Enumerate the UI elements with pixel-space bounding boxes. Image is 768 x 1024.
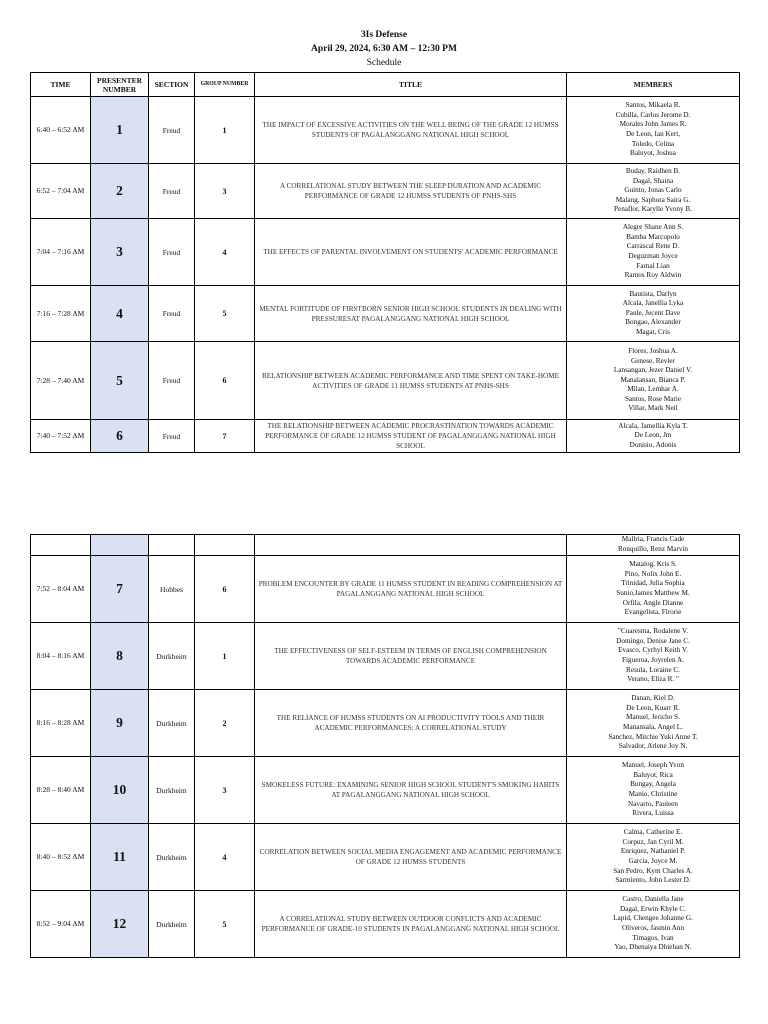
member-name: Lapid, Chengee Johanne G.	[613, 914, 693, 923]
document-subtitle: Schedule	[366, 58, 402, 68]
member-name: Resula, Loraine C.	[626, 665, 680, 674]
table-row	[31, 824, 740, 891]
section-cell: Durkheim	[149, 824, 195, 891]
group-number-cell: 3	[195, 757, 255, 824]
column-header-members: MEMBERS	[567, 73, 740, 97]
title-cell	[255, 535, 567, 556]
member-name: Alegre Shane Ann S.	[622, 223, 684, 232]
member-name: Castro, Daniella Jane	[622, 895, 684, 904]
table-row	[31, 286, 740, 342]
section-cell: Durkheim	[149, 757, 195, 824]
title-cell: THE IMPACT OF EXCESSIVE ACTIVITIES ON THE WELL BEING OF THE GRADE 12 HUMSS STUDENTS OF PAGALANGGANG NATIONAL HIGH SCHOOL	[255, 97, 567, 164]
section-cell: Hobbes	[149, 556, 195, 623]
time-cell: 8:16 – 8:28 AM	[31, 690, 91, 757]
member-name: Evasco, Cyrhyl Keith V.	[618, 646, 688, 655]
member-name: Santos, Rose Marie	[624, 394, 682, 403]
member-name: Evangelista, Flrorie	[624, 608, 682, 617]
member-name: Salvador, Arlene Joy N.	[618, 742, 688, 751]
members-cell	[567, 97, 740, 164]
member-name: Guinto, Jonas Carlo	[624, 186, 682, 195]
members-cell	[567, 757, 740, 824]
members-cell	[567, 891, 740, 958]
presenter-number-cell: 10	[91, 757, 149, 824]
members-cell	[567, 164, 740, 219]
member-name: Milan, Lemhar A.	[627, 385, 679, 394]
group-number-cell: 1	[195, 97, 255, 164]
member-name: Alcala, Janellia Lyka	[622, 299, 684, 308]
title-cell: SMOKELESS FUTURE: EXAMINING SENIOR HIGH SCHOOL STUDENT'S SMOKING HABITS AT PAGALANGGANG NATIONAL HIGH SCHOOL	[255, 757, 567, 824]
members-cell	[567, 824, 740, 891]
group-number-cell	[195, 535, 255, 556]
time-cell: 7:16 – 7:28 AM	[31, 286, 91, 342]
presenter-number-cell: 3	[91, 219, 149, 286]
section-cell: Freud	[149, 286, 195, 342]
member-name: De Leon, Ian Kert,	[625, 130, 681, 138]
time-cell: 6:40 – 6:52 AM	[31, 97, 91, 164]
table-row	[31, 556, 740, 623]
members-cell	[567, 219, 740, 286]
member-name: Manuel, Joseph Yvon	[622, 761, 684, 770]
group-number-cell: 6	[195, 342, 255, 420]
member-name: Corpuz, Jan Cyril M.	[622, 837, 684, 846]
member-name: Sanchez, Mitchie Yuki Anne T.	[608, 732, 698, 741]
member-name: De Leon, Kuarr R.	[626, 703, 680, 712]
member-name: Verano, Eliza R. "	[627, 675, 679, 684]
title-cell: PROBLEM ENCOUNTER BY GRADE 11 HUMSS STUDENT IN READING COMPREHENSION AT PAGALANGGANG NATIONAL HIGH SCHOOL	[255, 556, 567, 623]
table-row	[31, 164, 740, 219]
title-cell: THE RELATIONSHIP BETWEEN ACADEMIC PROCRASTINATION TOWARDS ACADEMIC PERFORMANCE OF GRADE 12 HUMSS STUDENT OF PAGALANGGANG NATIONAL HIGH SCHOOL	[255, 420, 567, 453]
time-cell: 8:52 – 9:04 AM	[31, 891, 91, 958]
column-header-title: TITLE	[255, 73, 567, 97]
member-name: Baluyot, Joshua	[630, 149, 676, 158]
column-header-section: SECTION	[149, 73, 195, 97]
presenter-number-cell	[91, 535, 149, 556]
member-name: Yao, Dhenaiya Dhiehan N.	[614, 943, 692, 952]
members-cell	[567, 286, 740, 342]
section-cell: Durkheim	[149, 690, 195, 757]
member-name: De Leon, Jm	[634, 431, 672, 440]
title-cell: THE RELIANCE OF HUMSS STUDENTS ON AI PRODUCTIVITY TOOLS AND THEIR ACADEMIC PERFORMANCES: A CORRELATIONAL STUDY	[255, 690, 567, 757]
member-name: Trinidad, Julia Sophia	[621, 579, 685, 588]
member-name: Donisio, Adonis	[629, 440, 677, 449]
group-number-cell: 5	[195, 891, 255, 958]
section-cell: Durkheim	[149, 891, 195, 958]
member-name: Ronquillo, Renz Marvin	[617, 545, 689, 553]
member-name: Bongao, Alexander	[625, 318, 681, 327]
title-cell: RELATIONSHIP BETWEEN ACADEMIC PERFORMANCE AND TIME SPENT ON TAKE-HOME ACTIVITIES OF GRADE 11 HUMSS STUDENTS AT PNHS-SHS	[255, 342, 567, 420]
member-name: Bamba Marcopolo	[626, 232, 680, 241]
member-name: Danan, Kiel D.	[631, 694, 675, 703]
time-cell: 7:04 – 7:16 AM	[31, 219, 91, 286]
member-name: Manansala, Angel L.	[623, 723, 683, 731]
document-header	[0, 28, 768, 70]
presenter-number-cell: 4	[91, 286, 149, 342]
group-number-cell: 5	[195, 286, 255, 342]
column-header-time: TIME	[31, 73, 91, 97]
table-header-row	[31, 73, 740, 97]
presenter-number-cell: 7	[91, 556, 149, 623]
group-number-cell: 1	[195, 623, 255, 690]
member-name: Malang, Saphora Saira G.	[615, 195, 691, 204]
member-name: Bungay, Angela	[630, 780, 676, 789]
member-name: Rivera, Luissa	[632, 809, 674, 818]
member-name: Manalansan, Bianca P.	[620, 375, 686, 384]
member-name: San Pedro, Kym Charles A.	[613, 866, 693, 875]
time-cell: 8:28 – 8:40 AM	[31, 757, 91, 824]
schedule-table-body	[31, 535, 740, 958]
member-name: Oliveros, Jasmin Ann	[621, 924, 685, 932]
table-row	[31, 342, 740, 420]
members-cell	[567, 420, 740, 453]
section-cell: Freud	[149, 342, 195, 420]
title-cell: A CORRELATIONAL STUDY BETWEEN THE SLEEP DURATION AND ACADEMIC PERFORMANCE OF GRADE 12 HUMSS STUDENTS OF PNHS-SHS	[255, 164, 567, 219]
presenter-number-cell: 9	[91, 690, 149, 757]
member-name: Carrascal Rene D.	[626, 242, 680, 251]
section-cell: Freud	[149, 97, 195, 164]
title-cell: THE EFFECTS OF PARENTAL INVOLVEMENT ON STUDENTS' ACADEMIC PERFORMANCE	[255, 219, 567, 286]
member-name: Dagal, Shaina	[632, 176, 674, 185]
document-date: April 29, 2024, 6:30 AM – 12:30 PM	[311, 44, 457, 54]
time-cell: 7:40 – 7:52 AM	[31, 420, 91, 453]
member-name: Matalog, Kris S.	[629, 560, 677, 569]
section-cell: Freud	[149, 164, 195, 219]
presenter-number-cell: 11	[91, 824, 149, 891]
member-name: Paule, Jecent Dave	[625, 308, 681, 317]
member-name: Baluyot, Rica	[633, 770, 673, 779]
title-cell: A CORRELATIONAL STUDY BETWEEN OUTDOOR CONFLICTS AND ACADEMIC PERFORMANCE OF GRADE-10 STUDENTS IN PAGALANGGANG NATIONAL HIGH SCHOOL	[255, 891, 567, 958]
group-number-cell: 6	[195, 556, 255, 623]
schedule-table-body	[31, 97, 740, 453]
member-name: Cubilla, Carlos Jerome D.	[615, 110, 691, 119]
document-title: 3Is Defense	[360, 30, 408, 40]
member-name: Genese, Revler	[631, 356, 675, 365]
schedule-table-page-1	[30, 72, 740, 453]
time-cell: 6:52 – 7:04 AM	[31, 164, 91, 219]
presenter-number-cell: 5	[91, 342, 149, 420]
member-name: Magat, Cris	[636, 327, 670, 336]
title-cell: THE EFFECTIVENESS OF SELF-ESTEEM IN TERMS OF ENGLISH COMPREHENSION TOWARDS ACADEMIC PERFORMANCE	[255, 623, 567, 690]
section-cell	[149, 535, 195, 556]
member-name: Santos, Mikaela R.	[625, 101, 681, 110]
member-name: Buday, Raidhen B.	[625, 167, 681, 176]
member-name: Bautista, Darlyn	[629, 289, 677, 298]
member-name: Manio, Christine	[628, 790, 678, 798]
member-name: Navarro, Pauleen	[628, 799, 678, 808]
members-cell	[567, 556, 740, 623]
member-name: Sarmiento, John Lester D.	[615, 876, 691, 885]
table-row	[31, 219, 740, 286]
table-row	[31, 891, 740, 958]
schedule-table-page-2	[30, 534, 740, 958]
title-cell: CORRELATION BETWEEN SOCIAL MEDIA ENGAGEMENT AND ACADEMIC PERFORMANCE OF GRADE 12 HUMSS STUDENTS	[255, 824, 567, 891]
member-name: "Cuaresma, Rodalene V.	[617, 627, 689, 636]
member-name: Sunio,James Matthew M.	[616, 589, 690, 597]
member-name: Dagal, Erwin Khyle C.	[619, 904, 687, 913]
member-name: Garcia, Joyce M.	[628, 857, 678, 865]
member-name: Alcala, Jamellia Kyla T.	[618, 421, 688, 430]
group-number-cell: 2	[195, 690, 255, 757]
table-row	[31, 623, 740, 690]
section-cell: Durkheim	[149, 623, 195, 690]
time-cell: 7:28 – 7:40 AM	[31, 342, 91, 420]
group-number-cell: 3	[195, 164, 255, 219]
member-name: Orfila, Angle Dianne	[622, 598, 684, 607]
member-name: Enriquez, Nathaniel P.	[620, 847, 686, 856]
members-cell	[567, 690, 740, 757]
presenter-number-cell: 12	[91, 891, 149, 958]
table-row	[31, 420, 740, 453]
column-header-presenter: PRESENTER NUMBER	[91, 73, 149, 97]
table-row	[31, 690, 740, 757]
member-name: Ramos Roy Aldwin	[624, 271, 682, 280]
group-number-cell: 4	[195, 219, 255, 286]
member-name: Farnal Lian	[636, 261, 670, 270]
presenter-number-cell: 1	[91, 97, 149, 164]
table-row	[31, 757, 740, 824]
members-cell	[567, 342, 740, 420]
member-name: Penaflor, Karylle Yvony B.	[614, 205, 692, 214]
presenter-number-cell: 2	[91, 164, 149, 219]
table-row	[31, 535, 740, 556]
member-name: Mallria, Francis Cade	[621, 535, 685, 544]
member-name: Pino, Nolix John E.	[624, 569, 682, 578]
title-cell: MENTAL FORTITUDE OF FIRSTBORN SENIOR HIGH SCHOOL STUDENTS IN DEALING WITH PRESSURESAT PAGALANGGANG NATIONAL HIGH SCHOOL	[255, 286, 567, 342]
member-name: Figueroa, Joyrelen A.	[622, 656, 684, 664]
table-row	[31, 97, 740, 164]
section-cell: Freud	[149, 219, 195, 286]
member-name: Morales John James R.	[619, 120, 687, 129]
member-name: Flores, Joshua A.	[628, 346, 678, 355]
member-name: Lansangan, Jezer Daniel V.	[613, 366, 693, 375]
time-cell	[31, 535, 91, 556]
member-name: Timagos, Ivan	[632, 933, 674, 942]
member-name: Deguzman Joyce	[628, 252, 678, 260]
member-name: Toledo, Celina	[631, 139, 675, 148]
members-cell	[567, 535, 740, 556]
time-cell: 8:40 – 8:52 AM	[31, 824, 91, 891]
group-number-cell: 4	[195, 824, 255, 891]
presenter-number-cell: 6	[91, 420, 149, 453]
member-name: Manuel, Jericho S.	[626, 713, 680, 722]
time-cell: 8:04 – 8:16 AM	[31, 623, 91, 690]
members-cell	[567, 623, 740, 690]
member-name: Villar, Mark Neil	[628, 404, 678, 413]
time-cell: 7:52 – 8:04 AM	[31, 556, 91, 623]
member-name: Calma, Catherine E.	[623, 828, 683, 837]
column-header-group: GROUP NUMBER	[195, 73, 255, 97]
section-cell: Freud	[149, 420, 195, 453]
presenter-number-cell: 8	[91, 623, 149, 690]
group-number-cell: 7	[195, 420, 255, 453]
member-name: Domingo, Denise Jane C.	[616, 636, 690, 645]
